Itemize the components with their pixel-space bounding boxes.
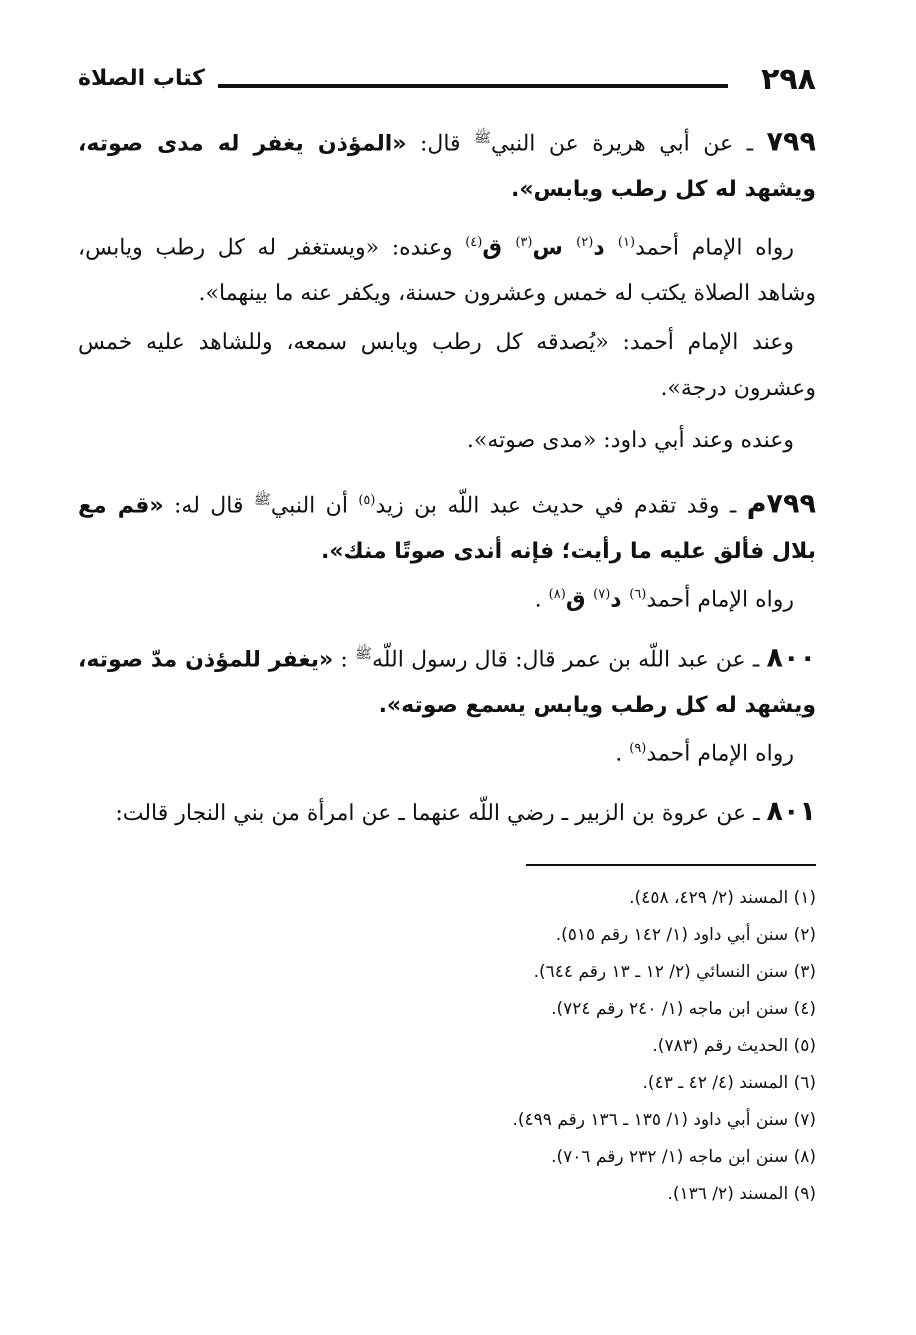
footnote-ref-9: (٩) xyxy=(629,741,647,756)
page-header xyxy=(78,62,816,96)
hadith-799 xyxy=(78,115,816,213)
riwaya-prefix: رواه الإمام أحمد xyxy=(646,741,794,767)
dash: ـ xyxy=(745,647,767,673)
hadith-intro: وقد تقدم في حديث عبد اللّه بن زيد xyxy=(375,493,720,519)
said: : xyxy=(333,647,356,673)
riwaya-prefix: رواه الإمام أحمد xyxy=(646,587,794,613)
footnote-4: (٤) سنن ابن ماجه (١/ ٢٤٠ رقم ٧٢٤). xyxy=(551,999,816,1019)
footnote-ref-2: (٢) xyxy=(576,235,594,250)
hadith-quote: «يغفر للمؤذن مدّ صوته، ويشهد له كل رطب ويابس يسمع صوته». xyxy=(78,647,816,719)
footnote-3: (٣) سنن النسائي (٢/ ١٢ ـ ١٣ رقم ٦٤٤). xyxy=(533,962,816,982)
footnote-separator xyxy=(526,864,816,866)
siglum-d: د xyxy=(610,587,630,613)
riwaya-text: وعند الإمام أحمد: «يُصدقه كل رطب ويابس سمعه، وللشاهد عليه خمس وعشرون درجة». xyxy=(78,330,816,401)
hadith-mid: أن النبي xyxy=(270,493,359,519)
hadith-number: ٨٠٠ xyxy=(766,642,816,674)
footnote-1: (١) المسند (٢/ ٤٢٩، ٤٥٨). xyxy=(629,888,816,908)
siglum-q: ق xyxy=(482,235,516,261)
hadith-intro: عن أبي هريرة عن النبي xyxy=(490,131,734,157)
footnote-ref-3: (٣) xyxy=(515,235,533,250)
dash: ـ xyxy=(746,801,767,826)
footnote-ref-7: (٧) xyxy=(593,587,611,602)
riwaya-text: وعنده: «ويستغفر له كل رطب ويابس، وشاهد الصلاة يكتب له خمس وعشرون حسنة، ويكفر عنه ما بينهما». xyxy=(78,235,816,307)
footnote-ref-4: (٤) xyxy=(465,235,483,250)
period: . xyxy=(615,741,630,767)
salla-symbol: ﷺ xyxy=(355,646,372,662)
footnote-7: (٧) سنن أبي داود (١/ ١٣٥ ـ ١٣٦ رقم ٤٩٩). xyxy=(512,1110,816,1130)
riwaya-prefix: رواه الإمام أحمد xyxy=(635,235,794,261)
hadith-801 xyxy=(78,789,816,837)
riwaya-ahmad-3 xyxy=(78,572,816,623)
hadith-number: ٧٩٩م xyxy=(746,488,816,520)
dash: ـ xyxy=(719,493,747,519)
page-number: ٢٩٨ xyxy=(761,62,816,97)
header-rule xyxy=(218,84,728,88)
hadith-quote: «المؤذن يغفر له مدى صوته، ويشهد له كل رطب ويابس». xyxy=(78,131,816,203)
footnote-ref-8: (٨) xyxy=(548,587,566,602)
footnote-ref-6: (٦) xyxy=(629,587,647,602)
said: قال: xyxy=(406,131,475,157)
siglum-q: ق xyxy=(565,587,594,613)
salla-symbol: ﷺ xyxy=(474,130,491,146)
footnote-ref-1: (١) xyxy=(617,235,636,250)
riwaya-ahmad-1 xyxy=(78,220,816,317)
hadith-799m xyxy=(78,477,816,575)
footnotes-list xyxy=(78,880,816,1213)
salla-symbol: ﷺ xyxy=(253,492,271,508)
footnote-6: (٦) المسند (٤/ ٤٢ ـ ٤٣). xyxy=(642,1073,816,1093)
footnote-ref-5: (٥) xyxy=(358,493,376,508)
hadith-800 xyxy=(78,631,816,729)
siglum-d: د xyxy=(593,235,618,261)
footnote-8: (٨) سنن ابن ماجه (١/ ٢٣٢ رقم ٧٠٦). xyxy=(551,1147,816,1167)
hadith-quote: «قم مع بلال فألق عليه ما رأيت؛ فإنه أندى صوتًا منك». xyxy=(78,493,816,565)
hadith-intro: عن عبد اللّه بن عمر قال: قال رسول اللّه xyxy=(371,647,746,673)
riwaya-text: وعنده وعند أبي داود: «مدى صوته». xyxy=(466,428,794,453)
footnote-2: (٢) سنن أبي داود (١/ ١٤٢ رقم ٥١٥). xyxy=(555,925,816,945)
riwaya-ahmad-4 xyxy=(78,726,816,777)
hadith-number: ٧٩٩ xyxy=(766,126,816,158)
hadith-number: ٨٠١ xyxy=(766,796,816,827)
hadith-text: عن عروة بن الزبير ـ رضي اللّه عنهما ـ عن امرأة من بني النجار قالت: xyxy=(115,801,747,826)
period: . xyxy=(534,587,549,613)
dash: ـ xyxy=(733,131,767,157)
riwaya-abi-dawud xyxy=(78,418,816,464)
siglum-s: س xyxy=(532,235,577,261)
said: قال له: xyxy=(163,493,254,519)
footnote-9: (٩) المسند (٢/ ١٣٦). xyxy=(667,1184,816,1204)
footnote-5: (٥) الحديث رقم (٧٨٣). xyxy=(652,1036,816,1056)
riwaya-ahmad-2 xyxy=(78,320,816,412)
book-title: كتاب الصلاة xyxy=(78,66,205,91)
